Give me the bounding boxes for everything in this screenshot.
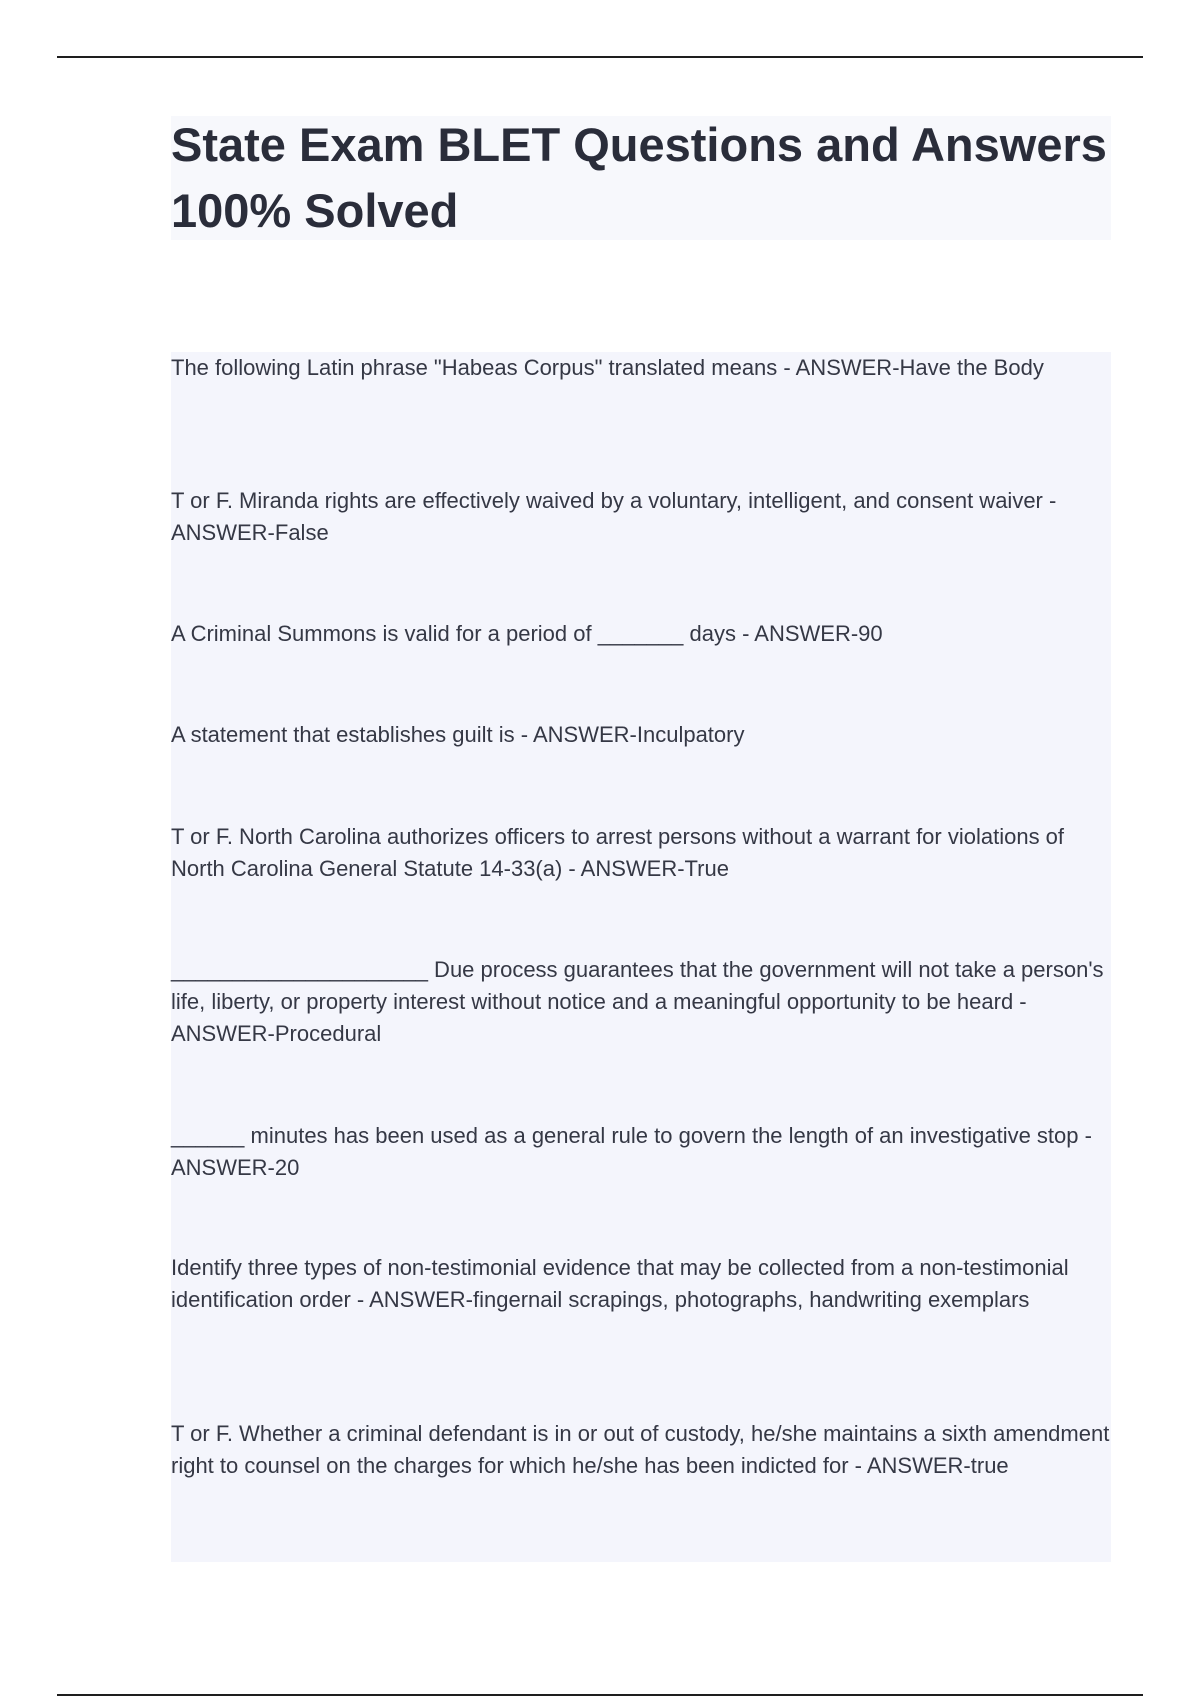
qa-item-1: The following Latin phrase "Habeas Corpus" translated means - ANSWER-Have the Body bbox=[171, 355, 1044, 380]
qa-item-9: T or F. Whether a criminal defendant is in or out of custody, he/she maintains a sixth amendment right to counsel on the charges for which he/she has been indicted for - ANSWER-true bbox=[171, 1421, 1110, 1478]
qa-item-3: A Criminal Summons is valid for a period of _______ days - ANSWER-90 bbox=[171, 621, 883, 646]
qa-item-5: T or F. North Carolina authorizes officers to arrest persons without a warrant for violations of North Carolina General Statute 14-33(a) - ANSWER-True bbox=[171, 824, 1065, 881]
qa-list bbox=[171, 352, 1111, 1562]
footer-rule bbox=[57, 1694, 1143, 1696]
qa-item-6: _____________________ Due process guarantees that the government will not take a person's life, liberty, or property interest without notice and a meaningful opportunity to be heard - ANSWER-Procedural bbox=[171, 957, 1104, 1046]
qa-item-4: A statement that establishes guilt is - ANSWER-Inculpatory bbox=[171, 722, 745, 747]
qa-item-8: Identify three types of non-testimonial evidence that may be collected from a non-testimonial identification order - ANSWER-fingernail scrapings, photographs, handwriting exemplars bbox=[171, 1255, 1069, 1312]
qa-item-7: ______ minutes has been used as a general rule to govern the length of an investigative stop - ANSWER-20 bbox=[171, 1123, 1092, 1180]
title-block bbox=[171, 116, 1111, 240]
header-rule bbox=[57, 56, 1143, 58]
document-title: State Exam BLET Questions and Answers 100% Solved bbox=[171, 118, 1107, 237]
qa-item-2: T or F. Miranda rights are effectively waived by a voluntary, intelligent, and consent waiver - ANSWER-False bbox=[171, 488, 1057, 545]
